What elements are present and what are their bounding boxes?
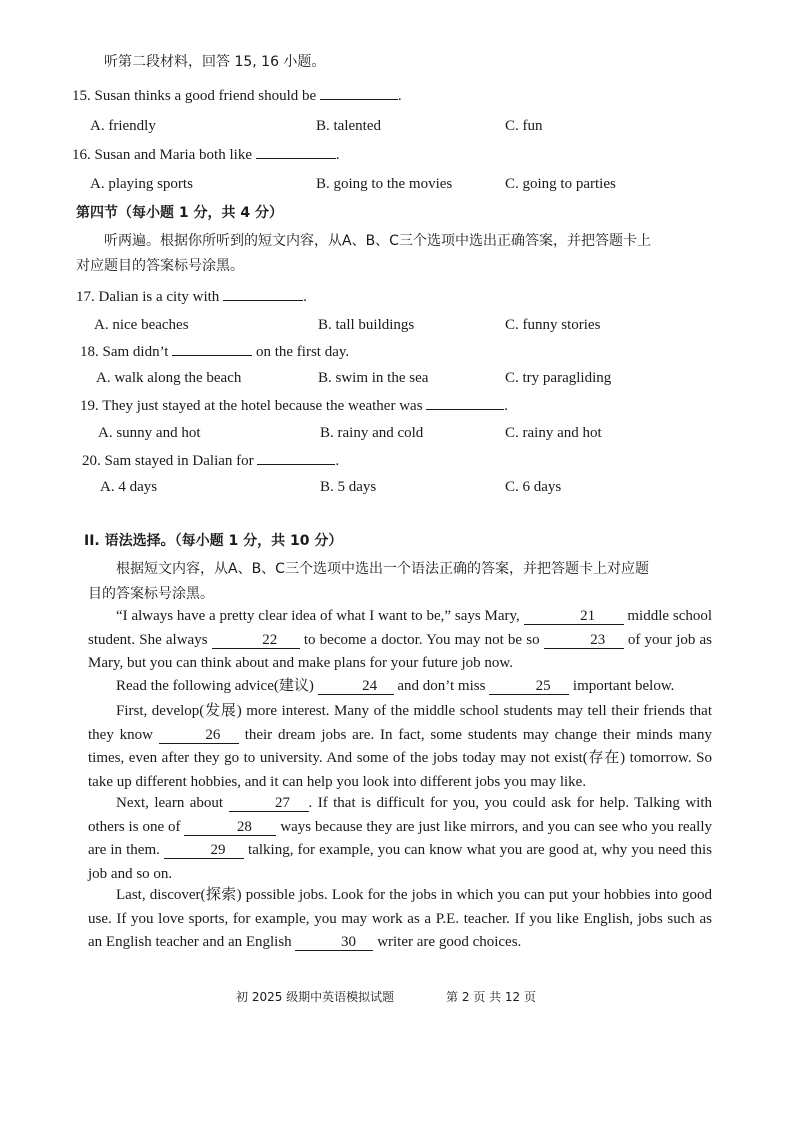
- question-18: [80, 342, 349, 362]
- option-b[interactable]: B. tall buildings: [318, 317, 415, 333]
- grammar-instruction: 根据短文内容，从A、B、C三个选项中选出一个语法正确的答案，并把答题卡上对应题: [116, 561, 649, 577]
- option-c[interactable]: C. fun: [505, 118, 543, 134]
- blank-23[interactable]: 23: [544, 632, 624, 649]
- question-16: [72, 145, 339, 165]
- passage-paragraph-2: [88, 675, 712, 699]
- passage-text: Next, learn about: [116, 795, 224, 811]
- grammar-title: II. 语法选择。（每小题 1 分，共 10 分）: [84, 533, 343, 549]
- passage-text: their dream jobs are. In fact, some students may change their minds many times, even after they go to university. And some of the jobs today may not exist(存在) tomorrow. So take up different hobbies, and it can help you look into different jobs you may like.: [88, 726, 713, 790]
- question-number: 19.: [80, 398, 99, 414]
- question-19: [80, 396, 508, 416]
- option-a[interactable]: A. 4 days: [100, 479, 158, 495]
- question-stem-end: .: [335, 147, 340, 163]
- option-c[interactable]: C. 6 days: [505, 479, 562, 495]
- passage-paragraph-1: [88, 605, 712, 676]
- question-stem: They just stayed at the hotel because the weather was: [102, 398, 423, 414]
- passage-text: Read the following advice(建议): [116, 678, 314, 694]
- section-instruction-cont: 对应题目的答案标号涂黑。: [76, 258, 244, 274]
- footer-page-number: 第 2 页 共 12 页: [446, 990, 536, 1004]
- footer-exam-title: 初 2025 级期中英语模拟试题: [236, 990, 395, 1004]
- answer-blank[interactable]: [320, 99, 398, 100]
- answer-blank[interactable]: [172, 355, 252, 356]
- question-15: [72, 86, 402, 106]
- option-a[interactable]: A. nice beaches: [94, 317, 189, 333]
- question-17: [76, 287, 307, 307]
- option-b[interactable]: B. rainy and cold: [320, 425, 424, 441]
- listening-instruction: 听第二段材料，回答 15, 16 小题。: [104, 54, 326, 70]
- grammar-instruction-cont: 目的答案标号涂黑。: [88, 586, 214, 602]
- question-number: 18.: [80, 344, 99, 360]
- passage-text: talking, for example, you can know what you are good at, why you need this job and so on.: [88, 842, 712, 882]
- option-c[interactable]: C. rainy and hot: [505, 425, 602, 441]
- section-instruction: 听两遍。根据你所听到的短文内容，从A、B、C三个选项中选出正确答案，并把答题卡上: [104, 233, 651, 249]
- question-20: [82, 451, 339, 471]
- passage-text: writer are good choices.: [377, 934, 522, 950]
- option-c[interactable]: C. funny stories: [505, 317, 601, 333]
- option-b[interactable]: B. swim in the sea: [318, 370, 429, 386]
- question-stem-end: .: [303, 289, 307, 305]
- blank-27[interactable]: 27: [229, 795, 309, 812]
- option-c[interactable]: C. going to parties: [505, 176, 616, 192]
- blank-25[interactable]: 25: [489, 678, 569, 695]
- question-stem: Sam didn’t: [102, 344, 169, 360]
- option-a[interactable]: A. walk along the beach: [96, 370, 242, 386]
- blank-24[interactable]: 24: [318, 678, 394, 695]
- section-title: 第四节（每小题 1 分，共 4 分）: [76, 205, 283, 221]
- answer-blank[interactable]: [223, 300, 303, 301]
- question-stem: Susan and Maria both like: [94, 147, 252, 163]
- blank-29[interactable]: 29: [164, 842, 244, 859]
- passage-text: Last, discover(探索) possible jobs. Look for the jobs in which you can put your hobbies into good use. If you love sports, for example, you may work as a P.E. teacher. If you like English, jobs such as an English teacher and an English: [88, 887, 712, 950]
- blank-28[interactable]: 28: [184, 819, 276, 836]
- blank-30[interactable]: 30: [295, 934, 373, 951]
- question-stem-end: .: [397, 88, 402, 104]
- question-stem-end: .: [335, 453, 340, 469]
- question-stem: Susan thinks a good friend should be: [94, 88, 317, 104]
- passage-text: First, develop(发展) more interest. Many of the middle school students may tell their friends that they know: [88, 703, 712, 743]
- answer-blank[interactable]: [257, 464, 335, 465]
- passage-paragraph-4: [88, 792, 712, 886]
- passage-paragraph-3: [88, 700, 712, 794]
- question-stem-end: .: [504, 398, 509, 414]
- passage-text: and don’t miss: [397, 678, 486, 694]
- blank-26[interactable]: 26: [159, 727, 239, 744]
- option-a[interactable]: A. playing sports: [90, 176, 193, 192]
- question-stem-end: on the first day.: [255, 344, 350, 360]
- option-b[interactable]: B. talented: [316, 118, 381, 134]
- option-a[interactable]: A. sunny and hot: [98, 425, 201, 441]
- question-number: 17.: [76, 289, 95, 305]
- option-c[interactable]: C. try paragliding: [505, 370, 612, 386]
- option-a[interactable]: A. friendly: [90, 118, 156, 134]
- question-number: 20.: [82, 453, 101, 469]
- passage-paragraph-5: [88, 884, 712, 955]
- question-stem: Dalian is a city with: [98, 289, 220, 305]
- question-stem: Sam stayed in Dalian for: [104, 453, 254, 469]
- passage-text: “I always have a pretty clear idea of what I want to be,” says Mary,: [116, 608, 520, 624]
- blank-21[interactable]: 21: [524, 608, 624, 625]
- passage-text: of your job as Mary, but you can think about and make plans for your future job now.: [88, 631, 713, 671]
- passage-text: . If that is difficult for you, you could ask for help. Talking with others is one of: [88, 795, 713, 835]
- option-b[interactable]: B. 5 days: [320, 479, 377, 495]
- passage-text: important below.: [572, 678, 675, 694]
- answer-blank[interactable]: [256, 158, 336, 159]
- passage-text: ways because they are just like mirrors, and you can see who you really are in them.: [88, 818, 713, 858]
- answer-blank[interactable]: [426, 409, 504, 410]
- blank-22[interactable]: 22: [212, 632, 300, 649]
- question-number: 15.: [72, 88, 91, 104]
- passage-text: middle school student. She always: [88, 608, 713, 648]
- option-b[interactable]: B. going to the movies: [316, 176, 453, 192]
- passage-text: to become a doctor. You may not be so: [303, 631, 540, 648]
- question-number: 16.: [72, 147, 91, 163]
